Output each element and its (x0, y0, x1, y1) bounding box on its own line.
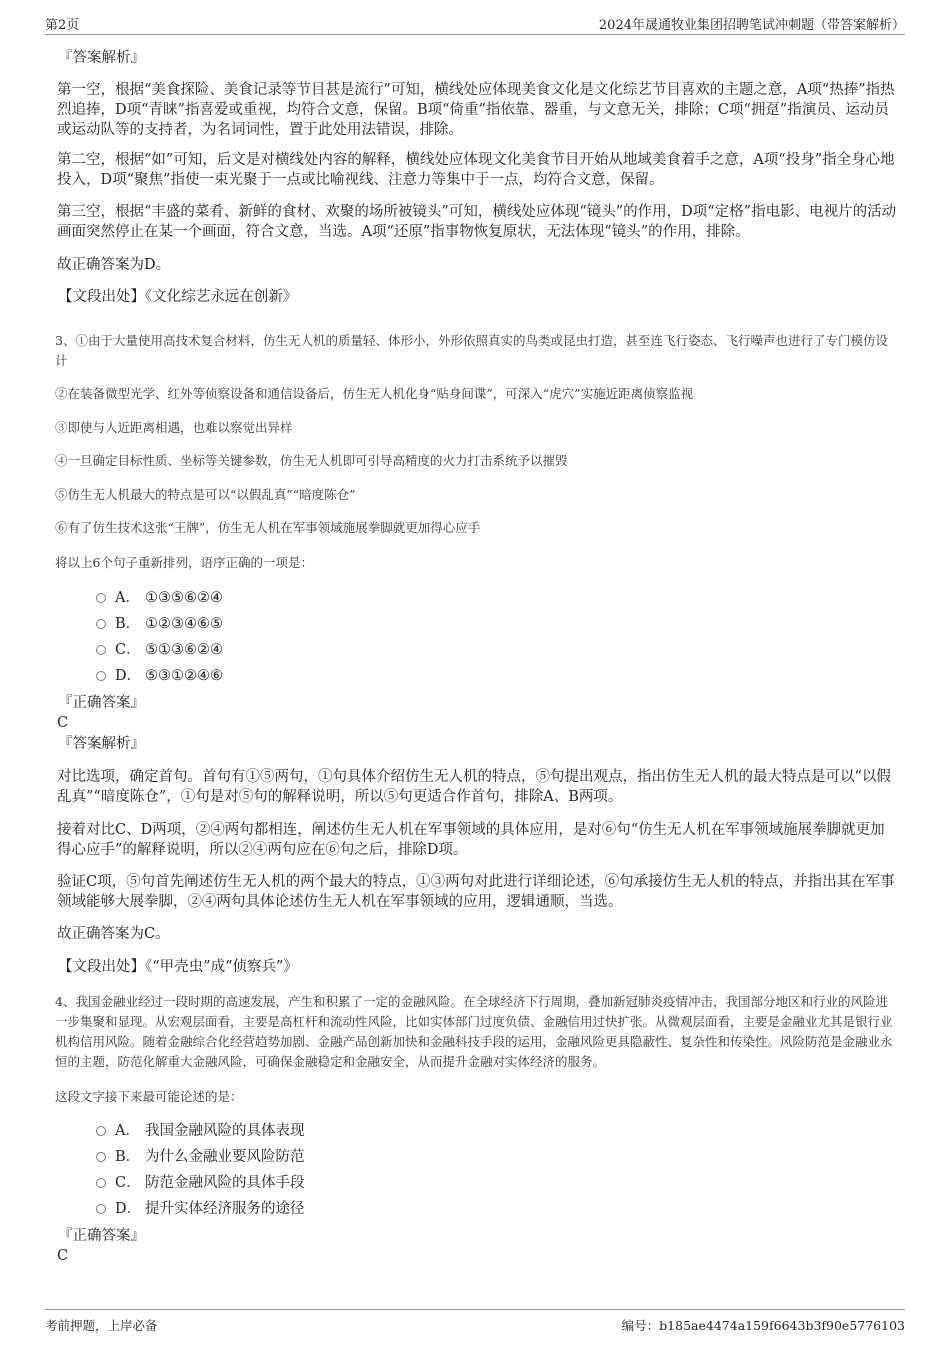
radio-icon[interactable] (96, 671, 106, 681)
footer-slogan: 考前押题，上岸必备 (45, 1318, 158, 1333)
q3-sentence-2: ②在装备微型光学、红外等侦察设备和通信设备后，仿生无人机化身“贴身间谍”，可深入“虎穴”实施近距离侦察监视 (55, 386, 694, 401)
radio-icon[interactable] (96, 1152, 106, 1162)
q3-analysis-p1: 对比选项，确定首句。首句有①⑤两句，①句具体介绍仿生无人机的特点，⑤句提出观点，指出仿生无人机的最大特点是可以“以假乱真”“暗度陈仓”，①句是对⑤句的解释说明，所以⑤句更适合作首句，排除A、B两项。 (57, 769, 891, 805)
page-header (45, 14, 905, 35)
q2-source: 【文段出处】《文化综艺永远在创新》 (58, 289, 298, 305)
q3-conclusion: 故正确答案为C。 (57, 926, 170, 942)
q3-option-b[interactable]: B． ①②③④⑥⑤ (96, 614, 223, 634)
q3-option-a[interactable]: A． ①③⑤⑥②④ (96, 588, 223, 608)
q4-option-b[interactable]: B． 为什么金融业要风险防范 (96, 1147, 305, 1167)
q4-stem: 4、我国金融业经过一段时期的高速发展，产生和积累了一定的金融风险。在全球经济下行周期，叠加新冠肺炎疫情冲击，我国部分地区和行业的风险进一步集聚和显现。从宏观层面看，主要是高杠杆和流动性风险，比如实体部门过度负债、金融信用过快扩张。从微观层面看，主要是金融业尤其是银行业机构信用风险。随着金融综合化经营趋势加剧、金融产品创新加快和金融科技手段的运用，金融风险更具隐蔽性、复杂性和传染性。风险防范是金融业永恒的主题，防范化解重大金融风险，可确保金融稳定和金融安全，从而提升金融对实体经济的服务。 (55, 994, 893, 1069)
radio-icon[interactable] (96, 1178, 106, 1188)
q3-prompt: 将以上6个句子重新排列，语序正确的一项是： (55, 555, 313, 570)
q3-option-c[interactable]: C． ⑤①③⑥②④ (96, 640, 223, 660)
q2-analysis-p2: 第二空，根据“如”可知，后文是对横线处内容的解释，横线处应体现文化美食节目开始从地域美食着手之意，A项“投身”指全身心地投入，D项“聚焦”指使一束光聚于一点或比喻视线、注意力等集中于一点，均符合文意，保留。 (57, 152, 895, 188)
q3-sentence-1: 3、①由于大量使用高技术复合材料，仿生无人机的质量轻、体形小，外形依照真实的鸟类或昆虫打造，甚至连飞行姿态、飞行噪声也进行了专门模仿设计 (55, 333, 888, 368)
q4-option-a[interactable]: A． 我国金融风险的具体表现 (96, 1121, 305, 1141)
page-number: 第2页 (45, 18, 80, 33)
radio-icon[interactable] (96, 1126, 106, 1136)
q2-analysis-label: 『答案解析』 (58, 50, 145, 66)
q4-option-d[interactable]: D． 提升实体经济服务的途径 (96, 1199, 305, 1219)
q2-conclusion: 故正确答案为D。 (57, 257, 171, 273)
q4-correct-answer: C (57, 1248, 69, 1264)
radio-icon[interactable] (96, 619, 106, 629)
q2-analysis-p1: 第一空，根据“美食探险、美食记录等节目甚是流行”可知，横线处应体现美食文化是文化综艺节目喜欢的主题之意，A项“热捧”指热烈追捧，D项“青睐”指喜爱或重视，均符合文意，保留。B项“倚重”指依靠、器重，与文意无关，排除；C项“拥趸”指演员、运动员或运动队等的支持者，为名词词性，置于此处用法错误，排除。 (57, 82, 895, 138)
q3-option-d[interactable]: D． ⑤③①②④⑥ (96, 666, 223, 686)
q4-prompt: 这段文字接下来最可能论述的是： (55, 1089, 243, 1104)
q3-source: 【文段出处】《“甲壳虫”成“侦察兵”》 (58, 959, 298, 975)
q3-sentence-3: ③即使与人近距离相遇，也难以察觉出异样 (55, 420, 293, 435)
q3-sentence-4: ④一旦确定目标性质、坐标等关键参数，仿生无人机即可引导高精度的火力打击系统予以摧毁 (55, 453, 568, 468)
q3-analysis-label: 『答案解析』 (58, 736, 145, 752)
q3-analysis-p2: 接着对比C、D两项，②④两句都相连，阐述仿生无人机在军事领域的具体应用，是对⑥句“仿生无人机在军事领域施展拳脚就更加得心应手”的解释说明，所以②④两句应在⑥句之后，排除D项。 (57, 822, 885, 858)
q3-sentence-6: ⑥有了仿生技术这张“王牌”，仿生无人机在军事领域施展拳脚就更加得心应手 (55, 520, 481, 535)
document-title: 2024年晟通牧业集团招聘笔试冲刺题（带答案解析） (598, 18, 905, 33)
q3-correct-answer: C (57, 715, 69, 731)
q3-analysis-p3: 验证C项，⑤句首先阐述仿生无人机的两个最大的特点，①③两句对此进行详细论述，⑥句承接仿生无人机的特点，并指出其在军事领域能够大展拳脚，②④两句具体论述仿生无人机在军事领域的应用，逻辑通顺，当选。 (57, 874, 895, 910)
q4-correct-label: 『正确答案』 (58, 1228, 145, 1244)
page-footer (45, 1309, 905, 1336)
q3-correct-label: 『正确答案』 (58, 695, 145, 711)
radio-icon[interactable] (96, 1204, 106, 1214)
q3-sentence-5: ⑤仿生无人机最大的特点是可以“以假乱真”“暗度陈仓” (55, 487, 356, 502)
radio-icon[interactable] (96, 593, 106, 603)
footer-serial: 编号：b185ae4474a159f6643b3f90e5776103 (621, 1318, 905, 1333)
radio-icon[interactable] (96, 645, 106, 655)
q2-analysis-p3: 第三空，根据“丰盛的菜肴、新鲜的食材、欢聚的场所被镜头”可知，横线处应体现“镜头”的作用，D项“定格”指电影、电视片的活动画面突然停止在某一个画面，符合文意，当选。A项“还原”指事物恢复原状，无法体现“镜头”的作用，排除。 (57, 204, 897, 240)
q4-option-c[interactable]: C． 防范金融风险的具体手段 (96, 1173, 305, 1193)
